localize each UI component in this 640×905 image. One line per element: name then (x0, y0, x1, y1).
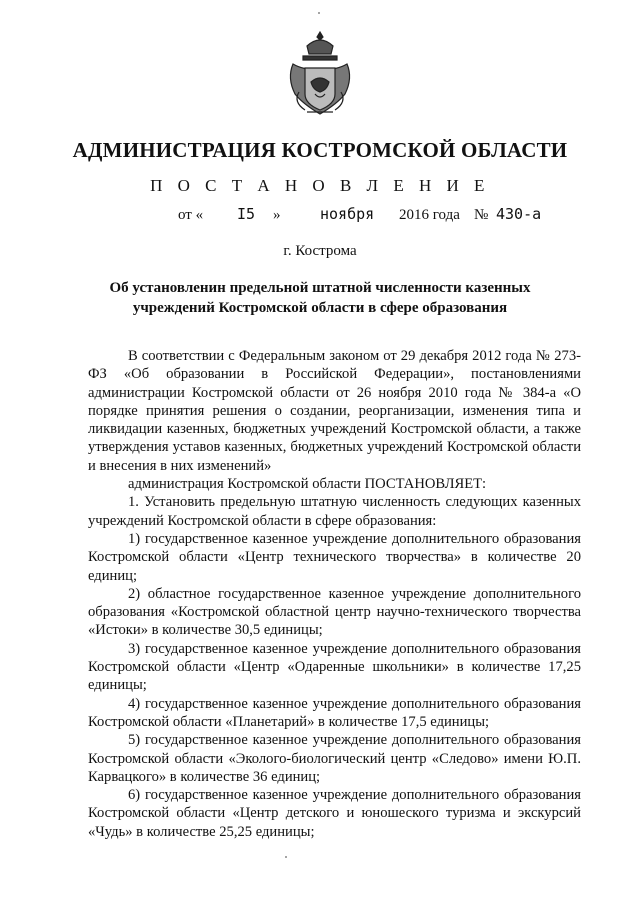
document-heading (0, 278, 640, 318)
heading-line: Об установленин предельной штатной численности казенных (109, 280, 531, 296)
list-item: 6) государственное казенное учреждение дополнительного образования Костромской области «Центр детского и юношеского туризма и экскурсий «Чудь» в количестве 25,25 единицы; (88, 787, 581, 840)
doc-type: П О С Т А Н О В Л Е Н И Е (150, 176, 490, 195)
document-body (88, 347, 581, 841)
intro-paragraph: В соответствии с Федеральным законом от 29 декабря 2012 года № 273-ФЗ «Об образовании в Российской Федерации», постановлениями администрации Костромской области от 26 ноября 2010 года № 384-а «О порядке принятия решения о создании, реорганизации, изменения типа и ликвидации казенных, бюджетных учреждений Костромской области, а также утверждения уставов казенных, бюджетных учреждений Костромской области и внесения в них изменений» (88, 348, 581, 474)
date-prefix: от « (178, 207, 204, 223)
date-day: I5 (237, 205, 256, 223)
date-year: 2016 года (399, 207, 460, 223)
list-item: 1) государственное казенное учреждение дополнительного образования Костромской области «Центр технического творчества» в количестве 20 единиц; (88, 530, 581, 584)
list-item: 2) областное государственное казенное учреждение дополнительного образования «Костромской областной центр научно-технического творчества «Истоки» в количестве 30,5 единицы; (88, 585, 581, 639)
heading-line: учреждений Костромской области в сфере образования (132, 300, 508, 316)
point-1: 1. Установить предельную штатную численность следующих казенных учреждений Костромской области в сфере образования: (88, 494, 581, 529)
date-quote-close: » (273, 207, 281, 223)
number-sign: № (474, 207, 489, 223)
list-item: 5) государственное казенное учреждение дополнительного образования Костромской области «Эколого-биологический центр «Следово» имени Ю.П. Карвацкого» в количестве 36 единиц; (88, 732, 581, 785)
scan-dot-top (318, 12, 320, 14)
list-item: 3) государственное казенное учреждение дополнительного образования Костромской области «Центр «Одаренные школьники» в количестве 17,25 единицы; (88, 640, 581, 694)
org-title: АДМИНИСТРАЦИЯ КОСТРОМСКОЙ ОБЛАСТИ (72, 138, 568, 162)
resolves-paragraph: администрация Костромской области ПОСТАНОВЛЯЕТ: (128, 476, 487, 493)
city: г. Кострома (283, 243, 357, 259)
date-month: ноября (320, 205, 375, 223)
scan-dot-bottom (285, 856, 287, 858)
coat-of-arms-emblem (285, 30, 355, 122)
list-item: 4) государственное казенное учреждение дополнительного образования Костромской области «Планетарий» в количестве 17,5 единицы; (88, 695, 581, 730)
doc-number: 430-а (496, 205, 542, 223)
